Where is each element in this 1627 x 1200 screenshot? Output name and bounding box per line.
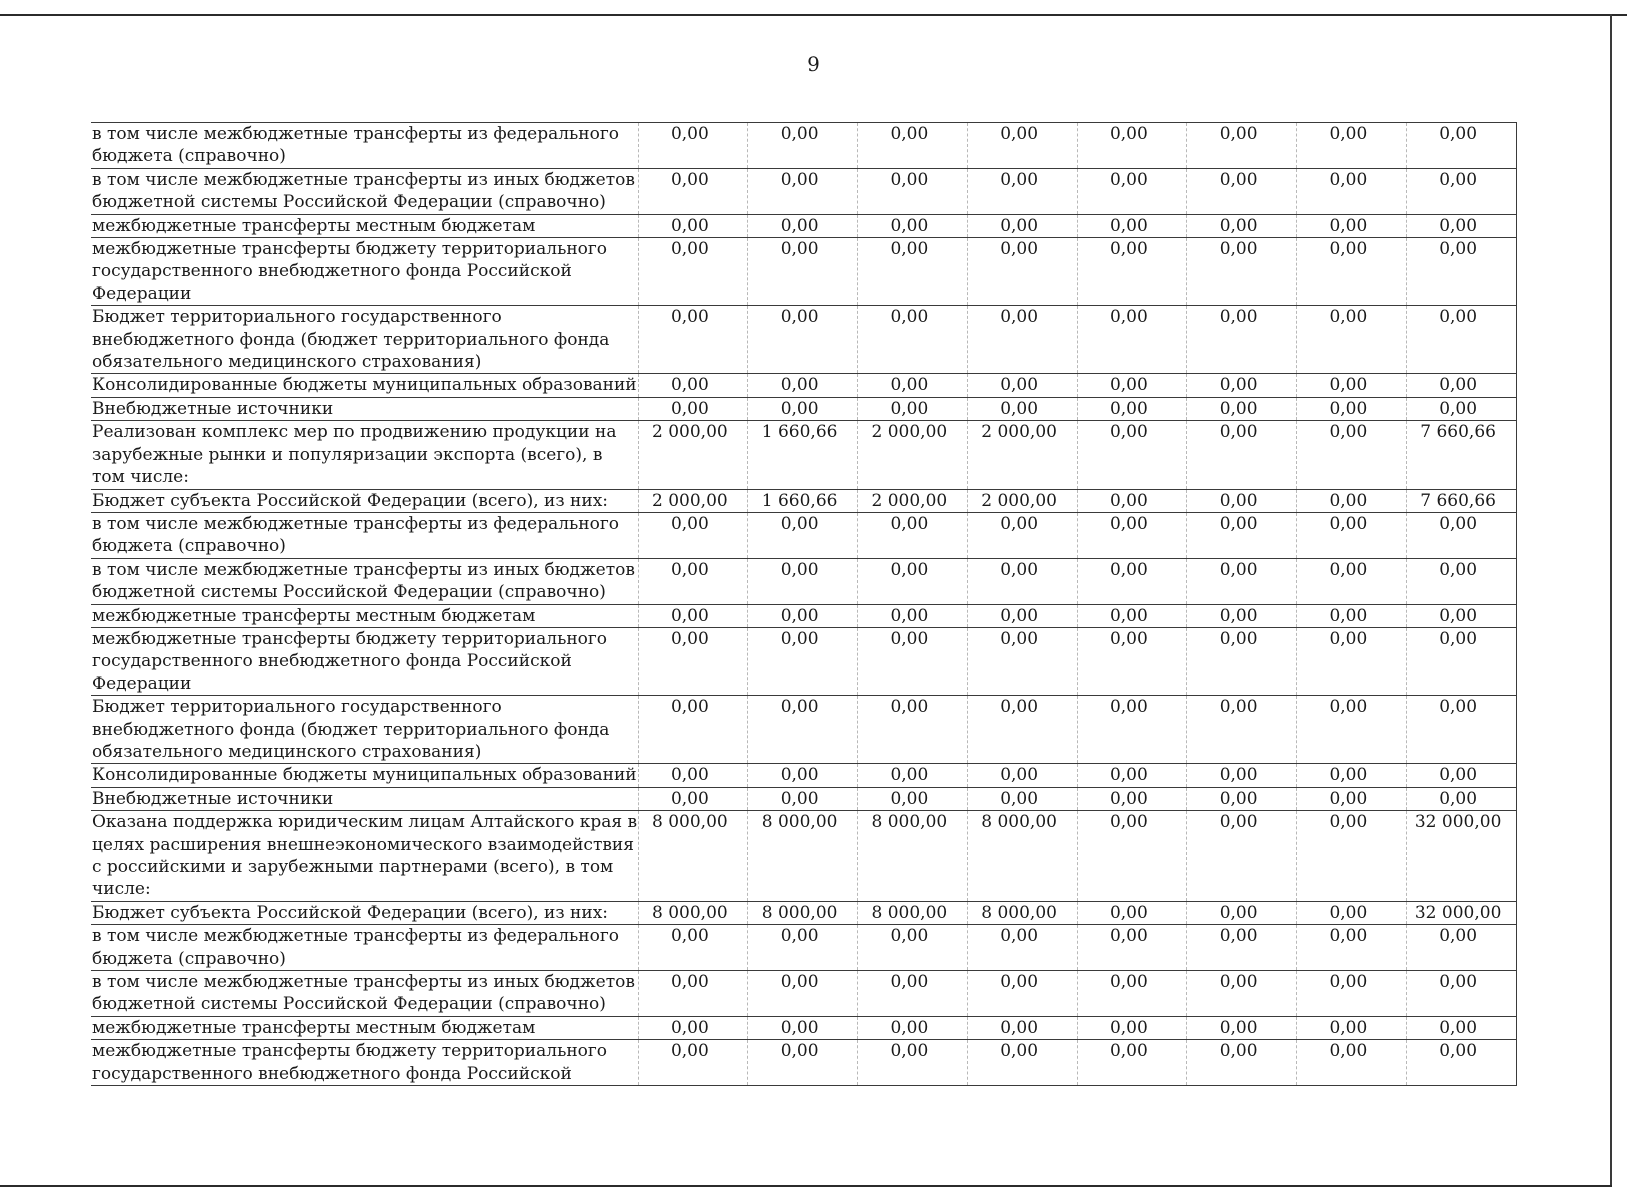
value-cell: 8 000,00	[858, 811, 968, 902]
value-cell: 0,00	[748, 512, 858, 558]
value-cell: 0,00	[748, 1040, 858, 1086]
value-cell: 0,00	[748, 397, 858, 420]
row-label: Бюджет территориального государственного внебюджетного фонда (бюджет территориального фонда обязательного медицинского страхования)	[91, 306, 638, 374]
value-cell: 0,00	[1077, 512, 1187, 558]
value-cell: 0,00	[967, 925, 1077, 971]
scan-border-bottom	[0, 1185, 1612, 1187]
row-label: межбюджетные трансферты местным бюджетам	[91, 214, 638, 237]
value-cell: 0,00	[1187, 604, 1297, 627]
value-cell: 0,00	[1406, 168, 1516, 214]
value-cell: 0,00	[1187, 901, 1297, 924]
value-cell: 0,00	[1077, 306, 1187, 374]
value-cell: 0,00	[1297, 238, 1407, 306]
table-row	[91, 604, 1516, 627]
value-cell: 32 000,00	[1406, 811, 1516, 902]
value-cell: 0,00	[748, 123, 858, 169]
value-cell: 0,00	[858, 604, 968, 627]
value-cell: 0,00	[1187, 787, 1297, 810]
value-cell: 0,00	[1406, 214, 1516, 237]
table-row	[91, 696, 1516, 764]
table-row	[91, 627, 1516, 695]
table-row	[91, 764, 1516, 787]
value-cell: 0,00	[1406, 604, 1516, 627]
value-cell: 0,00	[1187, 558, 1297, 604]
value-cell: 0,00	[967, 764, 1077, 787]
value-cell: 8 000,00	[748, 901, 858, 924]
value-cell: 0,00	[1077, 787, 1187, 810]
value-cell: 0,00	[638, 306, 748, 374]
value-cell: 0,00	[1297, 971, 1407, 1017]
value-cell: 0,00	[858, 696, 968, 764]
row-label: Оказана поддержка юридическим лицам Алтайского края в целях расширения внешнеэкономического взаимодействия с российскими и зарубежными партнерами (всего), в том числе:	[92, 812, 638, 900]
row-label: Консолидированные бюджеты муниципальных образований	[92, 765, 637, 786]
value-cell: 0,00	[1297, 123, 1407, 169]
value-cell: 0,00	[1187, 168, 1297, 214]
value-cell: 8 000,00	[748, 811, 858, 902]
value-cell: 8 000,00	[638, 811, 748, 902]
value-cell: 0,00	[858, 123, 968, 169]
table-row	[91, 214, 1516, 237]
value-cell: 0,00	[1406, 123, 1516, 169]
value-cell: 0,00	[748, 787, 858, 810]
value-cell: 8 000,00	[967, 811, 1077, 902]
value-cell: 0,00	[1077, 901, 1187, 924]
value-cell: 0,00	[858, 627, 968, 695]
row-label: Внебюджетные источники	[91, 787, 638, 810]
value-cell: 0,00	[748, 558, 858, 604]
value-cell: 0,00	[858, 214, 968, 237]
value-cell: 0,00	[858, 397, 968, 420]
value-cell: 0,00	[1187, 306, 1297, 374]
value-cell: 8 000,00	[858, 901, 968, 924]
value-cell: 0,00	[1077, 811, 1187, 902]
value-cell: 0,00	[1077, 1040, 1187, 1086]
value-cell: 0,00	[967, 512, 1077, 558]
value-cell: 0,00	[1406, 238, 1516, 306]
value-cell: 0,00	[1187, 811, 1297, 902]
value-cell: 0,00	[858, 925, 968, 971]
value-cell: 0,00	[1297, 306, 1407, 374]
table-row	[91, 971, 1516, 1017]
value-cell: 7 660,66	[1406, 421, 1516, 489]
value-cell: 0,00	[1297, 1040, 1407, 1086]
value-cell: 0,00	[1187, 374, 1297, 397]
value-cell: 0,00	[1077, 168, 1187, 214]
row-label: в том числе межбюджетные трансферты из иных бюджетов бюджетной системы Российской Федерации (справочно)	[91, 971, 638, 1017]
value-cell: 0,00	[967, 696, 1077, 764]
value-cell: 0,00	[1187, 925, 1297, 971]
value-cell: 0,00	[1297, 811, 1407, 902]
value-cell: 0,00	[967, 558, 1077, 604]
value-cell: 0,00	[1077, 214, 1187, 237]
row-label: Консолидированные бюджеты муниципальных образований	[92, 375, 637, 396]
scan-border-right	[1610, 14, 1612, 1186]
value-cell: 0,00	[748, 238, 858, 306]
value-cell: 0,00	[748, 627, 858, 695]
value-cell: 0,00	[1406, 374, 1516, 397]
value-cell: 0,00	[638, 558, 748, 604]
value-cell: 0,00	[967, 1016, 1077, 1039]
value-cell: 0,00	[1297, 168, 1407, 214]
table-row	[91, 306, 1516, 374]
value-cell: 0,00	[1187, 123, 1297, 169]
value-cell: 0,00	[1077, 764, 1187, 787]
value-cell: 0,00	[1077, 604, 1187, 627]
value-cell: 0,00	[967, 306, 1077, 374]
value-cell: 0,00	[1297, 787, 1407, 810]
value-cell: 0,00	[1187, 1040, 1297, 1086]
value-cell: 0,00	[1187, 764, 1297, 787]
value-cell: 0,00	[967, 604, 1077, 627]
value-cell: 2 000,00	[858, 421, 968, 489]
value-cell: 0,00	[748, 168, 858, 214]
value-cell: 0,00	[748, 971, 858, 1017]
value-cell: 1 660,66	[748, 489, 858, 512]
value-cell: 32 000,00	[1406, 901, 1516, 924]
value-cell: 0,00	[1077, 489, 1187, 512]
value-cell: 0,00	[1406, 971, 1516, 1017]
value-cell: 0,00	[1077, 238, 1187, 306]
table-row	[91, 1040, 1516, 1086]
value-cell: 0,00	[1297, 604, 1407, 627]
value-cell: 0,00	[748, 374, 858, 397]
value-cell: 0,00	[1187, 627, 1297, 695]
value-cell: 0,00	[858, 238, 968, 306]
value-cell: 2 000,00	[967, 421, 1077, 489]
value-cell: 0,00	[858, 374, 968, 397]
value-cell: 0,00	[638, 787, 748, 810]
value-cell: 0,00	[858, 971, 968, 1017]
table-row	[91, 925, 1516, 971]
table-row	[91, 397, 1516, 420]
value-cell: 0,00	[858, 512, 968, 558]
value-cell: 0,00	[748, 764, 858, 787]
value-cell: 0,00	[1406, 558, 1516, 604]
value-cell: 2 000,00	[638, 489, 748, 512]
table-row	[91, 558, 1516, 604]
value-cell: 0,00	[967, 374, 1077, 397]
value-cell: 0,00	[1187, 971, 1297, 1017]
value-cell: 0,00	[1297, 397, 1407, 420]
value-cell: 0,00	[967, 1040, 1077, 1086]
value-cell: 0,00	[638, 696, 748, 764]
value-cell: 0,00	[1187, 397, 1297, 420]
value-cell: 0,00	[1297, 627, 1407, 695]
value-cell: 1 660,66	[748, 421, 858, 489]
value-cell: 8 000,00	[967, 901, 1077, 924]
table-row	[91, 512, 1516, 558]
row-label: межбюджетные трансферты местным бюджетам	[91, 604, 638, 627]
table-row	[91, 489, 1516, 512]
value-cell: 0,00	[1187, 238, 1297, 306]
value-cell: 0,00	[748, 925, 858, 971]
table-row	[91, 811, 1516, 902]
value-cell: 0,00	[1077, 558, 1187, 604]
value-cell: 0,00	[1077, 123, 1187, 169]
page-number: 9	[807, 52, 820, 76]
value-cell: 0,00	[967, 787, 1077, 810]
value-cell: 0,00	[1297, 764, 1407, 787]
value-cell: 0,00	[1406, 306, 1516, 374]
value-cell: 0,00	[748, 696, 858, 764]
value-cell: 0,00	[748, 214, 858, 237]
value-cell: 0,00	[1187, 421, 1297, 489]
row-label: Бюджет субъекта Российской Федерации (всего), из них:	[91, 901, 638, 924]
value-cell: 0,00	[638, 1040, 748, 1086]
value-cell: 0,00	[1297, 489, 1407, 512]
value-cell: 0,00	[1297, 421, 1407, 489]
row-label: в том числе межбюджетные трансферты из иных бюджетов бюджетной системы Российской Федерации (справочно)	[91, 168, 638, 214]
value-cell: 0,00	[1406, 696, 1516, 764]
value-cell: 2 000,00	[967, 489, 1077, 512]
value-cell: 0,00	[638, 238, 748, 306]
value-cell: 0,00	[858, 306, 968, 374]
value-cell: 0,00	[1406, 1040, 1516, 1086]
value-cell: 0,00	[638, 604, 748, 627]
value-cell: 0,00	[1406, 397, 1516, 420]
value-cell: 0,00	[1297, 1016, 1407, 1039]
value-cell: 0,00	[638, 971, 748, 1017]
table-row	[91, 787, 1516, 810]
value-cell: 0,00	[1187, 1016, 1297, 1039]
value-cell: 0,00	[858, 787, 968, 810]
budget-table	[91, 122, 1517, 1086]
value-cell: 0,00	[1406, 1016, 1516, 1039]
value-cell: 0,00	[1077, 1016, 1187, 1039]
table-row	[91, 238, 1516, 306]
value-cell: 0,00	[638, 627, 748, 695]
value-cell: 0,00	[1297, 214, 1407, 237]
value-cell: 0,00	[1187, 512, 1297, 558]
value-cell: 0,00	[638, 512, 748, 558]
value-cell: 0,00	[1297, 512, 1407, 558]
value-cell: 0,00	[638, 925, 748, 971]
value-cell: 0,00	[1077, 397, 1187, 420]
value-cell: 0,00	[858, 1040, 968, 1086]
value-cell: 0,00	[1406, 764, 1516, 787]
row-label: межбюджетные трансферты бюджету территориального государственного внебюджетного фонда Российской Федерации	[91, 238, 638, 306]
value-cell: 0,00	[638, 168, 748, 214]
value-cell: 0,00	[967, 238, 1077, 306]
value-cell: 0,00	[1406, 512, 1516, 558]
value-cell: 2 000,00	[858, 489, 968, 512]
value-cell: 0,00	[638, 1016, 748, 1039]
value-cell: 0,00	[1297, 696, 1407, 764]
row-label: в том числе межбюджетные трансферты из федерального бюджета (справочно)	[91, 512, 638, 558]
value-cell: 0,00	[1297, 374, 1407, 397]
value-cell: 0,00	[748, 604, 858, 627]
value-cell: 0,00	[1406, 627, 1516, 695]
row-label: межбюджетные трансферты местным бюджетам	[91, 1016, 638, 1039]
value-cell: 0,00	[1187, 214, 1297, 237]
value-cell: 0,00	[967, 627, 1077, 695]
row-label: в том числе межбюджетные трансферты из федерального бюджета (справочно)	[91, 925, 638, 971]
table-body	[91, 123, 1516, 1086]
value-cell: 0,00	[967, 397, 1077, 420]
value-cell: 0,00	[967, 168, 1077, 214]
table-row	[91, 374, 1516, 397]
row-label: в том числе межбюджетные трансферты из иных бюджетов бюджетной системы Российской Федерации (справочно)	[91, 558, 638, 604]
value-cell: 0,00	[1406, 787, 1516, 810]
value-cell: 0,00	[1297, 925, 1407, 971]
row-label: Бюджет субъекта Российской Федерации (всего), из них:	[91, 489, 638, 512]
value-cell: 0,00	[858, 1016, 968, 1039]
value-cell: 0,00	[1077, 971, 1187, 1017]
value-cell: 0,00	[1077, 696, 1187, 764]
value-cell: 7 660,66	[1406, 489, 1516, 512]
value-cell: 0,00	[967, 971, 1077, 1017]
value-cell: 0,00	[1297, 558, 1407, 604]
value-cell: 0,00	[858, 168, 968, 214]
scan-border-top	[0, 14, 1627, 16]
table-row	[91, 421, 1516, 489]
value-cell: 0,00	[1187, 696, 1297, 764]
value-cell: 0,00	[638, 374, 748, 397]
value-cell: 0,00	[967, 123, 1077, 169]
value-cell: 0,00	[748, 306, 858, 374]
row-label: межбюджетные трансферты бюджету территориального государственного внебюджетного фонда Российской	[91, 1040, 638, 1086]
value-cell: 0,00	[1077, 421, 1187, 489]
value-cell: 0,00	[1077, 374, 1187, 397]
table-row	[91, 168, 1516, 214]
value-cell: 0,00	[638, 764, 748, 787]
table-row	[91, 1016, 1516, 1039]
value-cell: 0,00	[638, 214, 748, 237]
value-cell: 0,00	[1077, 925, 1187, 971]
row-label: Реализован комплекс мер по продвижению продукции на зарубежные рынки и популяризации экспорта (всего), в том числе:	[91, 421, 638, 489]
value-cell: 0,00	[638, 397, 748, 420]
table-row	[91, 123, 1516, 169]
value-cell: 0,00	[748, 1016, 858, 1039]
value-cell: 0,00	[638, 123, 748, 169]
value-cell: 0,00	[967, 214, 1077, 237]
row-label: в том числе межбюджетные трансферты из федерального бюджета (справочно)	[91, 123, 638, 169]
value-cell: 0,00	[1077, 627, 1187, 695]
value-cell: 0,00	[858, 764, 968, 787]
value-cell: 8 000,00	[638, 901, 748, 924]
value-cell: 0,00	[1297, 901, 1407, 924]
value-cell: 0,00	[1406, 925, 1516, 971]
value-cell: 0,00	[858, 558, 968, 604]
value-cell: 0,00	[1187, 489, 1297, 512]
row-label: Внебюджетные источники	[91, 397, 638, 420]
row-label: Бюджет территориального государственного внебюджетного фонда (бюджет территориального фонда обязательного медицинского страхования)	[91, 696, 638, 764]
table-row	[91, 901, 1516, 924]
value-cell: 2 000,00	[638, 421, 748, 489]
row-label: межбюджетные трансферты бюджету территориального государственного внебюджетного фонда Российской Федерации	[91, 627, 638, 695]
